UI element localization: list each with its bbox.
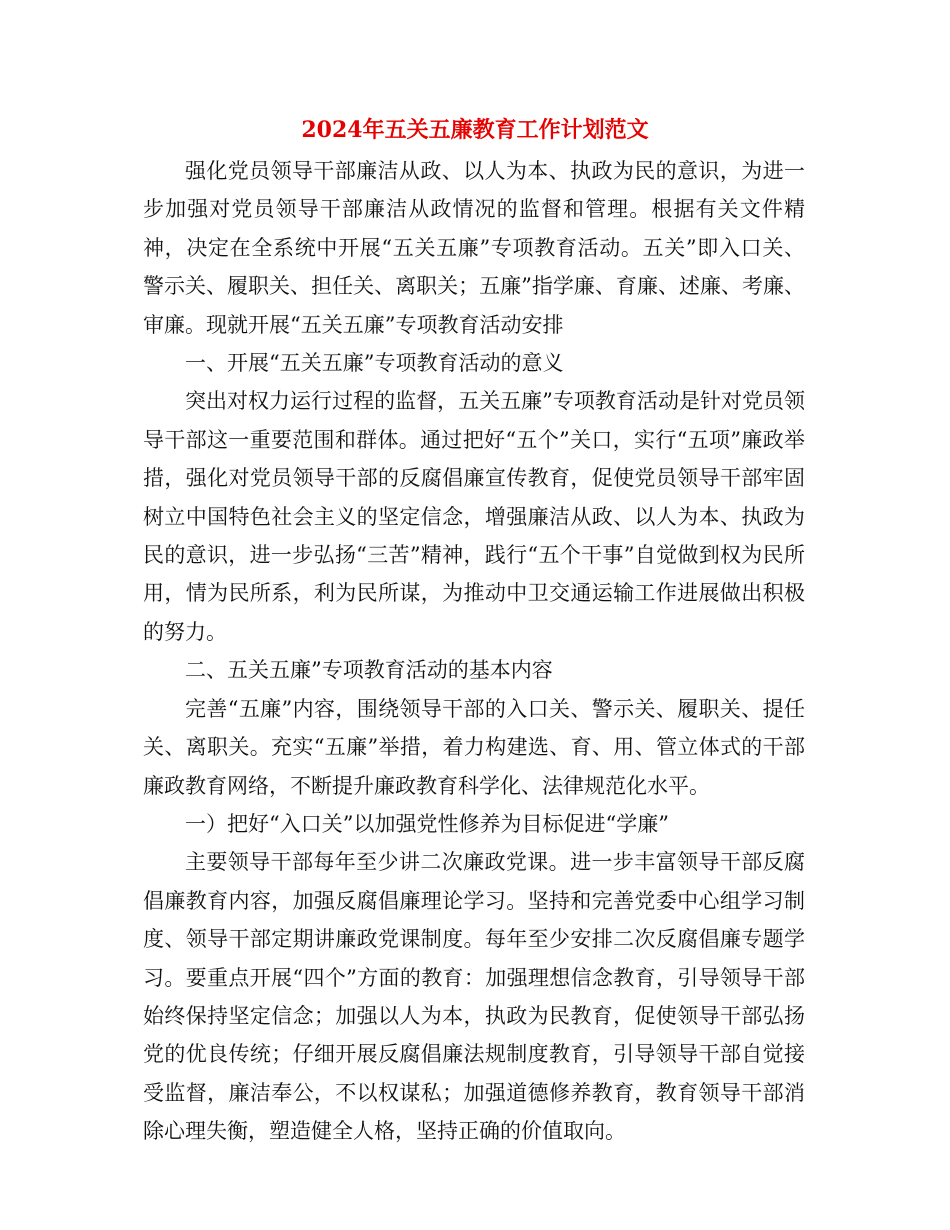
section-heading-2: 二、五关五廉”专项教育活动的基本内容 bbox=[185, 658, 553, 683]
paragraph-intro: 强化党员领导干部廉洁从政、以人为本、执政为民的意识，为进一步加强对党员领导干部廉洁从政情况的监督和管理。根据有关文件精神，决定在全系统中开展“五关五廉”专项教育活动。五关”即入口关、警示关、履职关、担任关、离职关；五廉”指学廉、育廉、述廉、考廉、审廉。现就开展“五关五廉”专项教育活动安排 bbox=[143, 159, 805, 337]
subsection-heading-1: 一）把好“入口关”以加强党性修养为目标促进“学廉” bbox=[185, 811, 669, 836]
document-body bbox=[143, 152, 805, 1151]
paragraph-significance: 突出对权力运行过程的监督，五关五廉”专项教育活动是针对党员领导干部这一重要范围和群体。通过把好“五个”关口，实行“五项”廉政举措，强化对党员领导干部的反腐倡廉宣传教育，促使党员领导干部牢固树立中国特色社会主义的坚定信念，增强廉洁从政、以人为本、执政为民的意识，进一步弘扬“三苦”精神，践行“五个干事”自觉做到权为民所用，情为民所系，利为民所谋，为推动中卫交通运输工作进展做出积极的努力。 bbox=[143, 389, 805, 644]
section-heading-1: 一、开展“五关五廉”专项教育活动的意义 bbox=[185, 351, 564, 376]
paragraph-entry-gate: 主要领导干部每年至少讲二次廉政党课。进一步丰富领导干部反腐倡廉教育内容，加强反腐倡廉理论学习。坚持和完善党委中心组学习制度、领导干部定期讲廉政党课制度。每年至少安排二次反腐倡廉专题学习。要重点开展“四个”方面的教育：加强理想信念教育，引导领导干部始终保持坚定信念；加强以人为本，执政为民教育，促使领导干部弘扬党的优良传统；仔细开展反腐倡廉法规制度教育，引导领导干部自觉接受监督，廉洁奉公，不以权谋私；加强道德修养教育，教育领导干部消除心理失衡，塑造健全人格，坚持正确的价值取向。 bbox=[143, 850, 805, 1144]
paragraph-basic-content: 完善“五廉”内容，围绕领导干部的入口关、警示关、履职关、提任关、离职关。充实“五廉”举措，着力构建选、育、用、管立体式的干部廉政教育网络，不断提升廉政教育科学化、法律规范化水平。 bbox=[143, 696, 805, 798]
document-title: 2024年五关五廉教育工作计划范文 bbox=[301, 117, 649, 143]
